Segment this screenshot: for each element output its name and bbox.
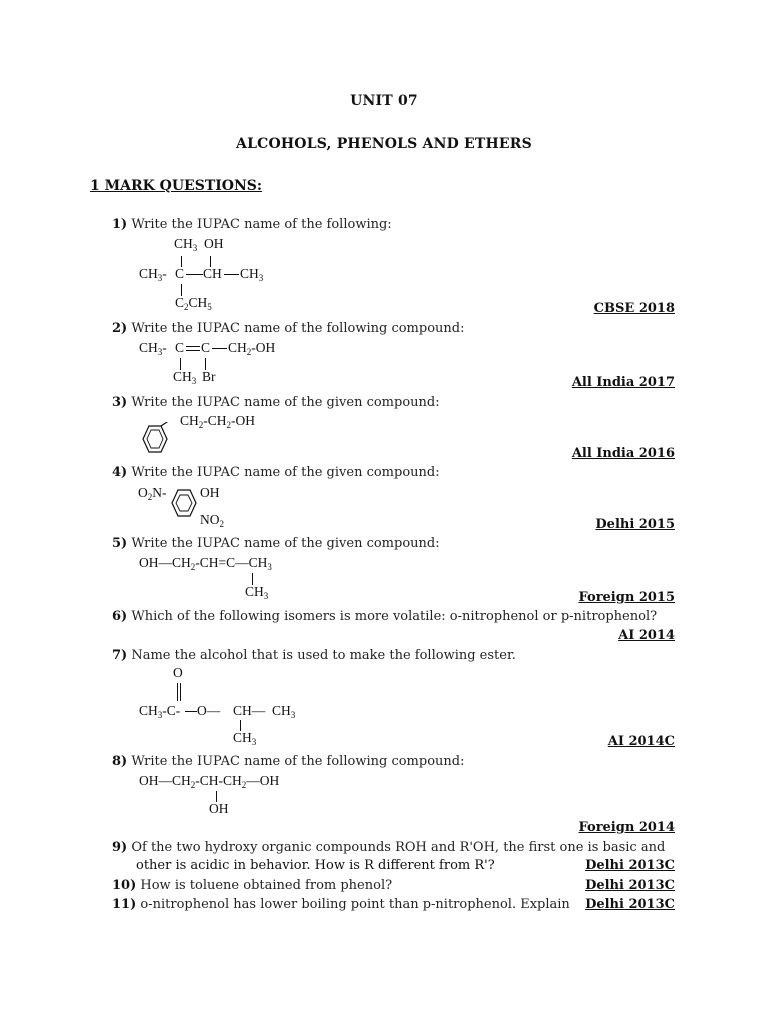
chem-label: $CH_3-$: [139, 266, 167, 283]
source-label: AI 2014: [618, 628, 675, 643]
chem-label: CH—: [233, 703, 266, 718]
chem-label: OH: [204, 236, 224, 251]
source-label: Delhi 2013C: [585, 897, 675, 912]
chem-label: $CH_3$: [233, 730, 257, 747]
chem-label: $NO_2$: [200, 512, 224, 529]
chem-label: $CH_2-CH_2-OH$: [180, 413, 256, 430]
bond: [212, 348, 227, 349]
source-label: All India 2016: [571, 446, 675, 461]
question-4: [112, 465, 440, 480]
chem-label: C: [175, 340, 185, 355]
chem-label: $CH_3$: [173, 369, 197, 386]
chem-label: $OH—CH_2-CH=C—CH_3$: [139, 555, 272, 572]
benzene-ring-icon: [134, 422, 184, 458]
question-number: 11): [112, 897, 137, 912]
question-number: 8): [112, 754, 128, 769]
source-label: Foreign 2014: [578, 820, 675, 835]
question-10: [112, 878, 392, 893]
benzene-ring-icon: [168, 486, 202, 522]
double-bond-right: [180, 683, 181, 701]
chem-label: OH: [209, 801, 229, 816]
chem-label: $CH_3$: [272, 703, 296, 720]
source-label: Delhi 2013C: [585, 878, 675, 893]
source-label: CBSE 2018: [593, 301, 675, 316]
question-text: Write the IUPAC name of the given compound:: [131, 536, 440, 551]
bond: [185, 711, 197, 712]
question-text: Write the IUPAC name of the following compound:: [131, 754, 465, 769]
question-text: Name the alcohol that is used to make the following ester.: [131, 648, 516, 663]
chem-label: $CH_2-OH$: [228, 340, 276, 357]
question-number: 7): [112, 648, 128, 663]
chem-label: C: [175, 266, 185, 281]
bond: [224, 274, 239, 275]
question-number: 9): [112, 840, 128, 855]
chem-label: $C_2CH_5$: [175, 295, 212, 312]
chem-label: $OH—CH_2-CH-CH_2—OH$: [139, 773, 280, 790]
chem-label: C: [201, 340, 211, 355]
chem-label: CH: [203, 266, 222, 281]
question-8: [112, 754, 464, 769]
question-text-continued: other is acidic in behavior. How is R different from R'?: [136, 858, 495, 873]
source-label: AI 2014C: [607, 734, 675, 749]
chem-label: Br: [202, 369, 216, 384]
chem-label: O—: [197, 703, 221, 718]
source-label: Foreign 2015: [578, 590, 675, 605]
chem-label: $CH_3$: [245, 584, 269, 601]
double-bond-top: [186, 346, 200, 347]
chem-label: $CH_3-$: [139, 340, 167, 357]
question-7: [112, 648, 516, 663]
question-text: Of the two hydroxy organic compounds ROH and R'OH, the first one is basic and: [131, 840, 666, 855]
chem-label: $O_2N-$: [138, 485, 167, 502]
question-number: 3): [112, 395, 128, 410]
unit-heading: UNIT 07: [350, 93, 418, 109]
question-text: o-nitrophenol has lower boiling point than p-nitrophenol. Explain: [140, 897, 570, 912]
double-bond-bottom: [186, 350, 200, 351]
question-text: Which of the following isomers is more volatile: o-nitrophenol or p-nitrophenol?: [131, 609, 658, 624]
source-label: Delhi 2015: [595, 517, 675, 532]
question-3: [112, 395, 440, 410]
question-text: Write the IUPAC name of the given compound:: [131, 395, 440, 410]
question-number: 4): [112, 465, 128, 480]
chem-label: $CH_3$: [240, 266, 264, 283]
question-2: [112, 321, 464, 336]
chapter-title: ALCOHOLS, PHENOLS AND ETHERS: [236, 136, 532, 152]
question-11: [112, 897, 570, 912]
question-number: 2): [112, 321, 128, 336]
question-number: 10): [112, 878, 137, 893]
question-1: [112, 217, 392, 232]
chem-label: $CH_3$: [174, 236, 198, 253]
chem-label: $CH_3-C-$: [139, 703, 181, 720]
question-number: 5): [112, 536, 128, 551]
question-text: Write the IUPAC name of the following compound:: [131, 321, 465, 336]
bond: [186, 274, 203, 275]
section-heading: 1 MARK QUESTIONS:: [90, 178, 263, 194]
source-label: All India 2017: [571, 375, 675, 390]
double-bond-left: [177, 683, 178, 701]
question-number: 1): [112, 217, 128, 232]
chem-label: O: [173, 665, 183, 680]
question-text: Write the IUPAC name of the given compound:: [131, 465, 440, 480]
chem-label: OH: [200, 485, 220, 500]
question-number: 6): [112, 609, 128, 624]
source-label: Delhi 2013C: [585, 858, 675, 873]
question-text: Write the IUPAC name of the following:: [131, 217, 392, 232]
question-9: [112, 840, 665, 855]
question-5: [112, 536, 440, 551]
question-text: How is toluene obtained from phenol?: [140, 878, 393, 893]
question-6: [112, 609, 657, 624]
